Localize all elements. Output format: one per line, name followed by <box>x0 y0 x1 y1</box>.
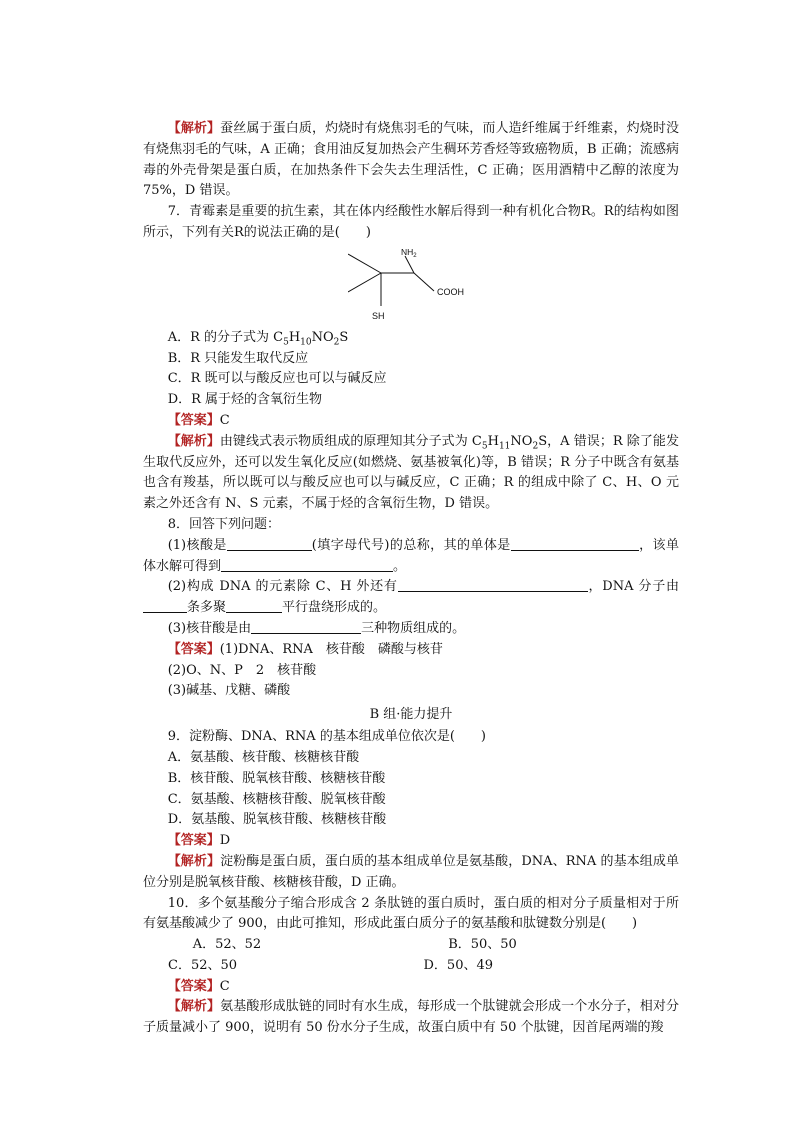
q9-option-a: A．氨基酸、核苷酸、核糖核苷酸 <box>167 749 360 765</box>
blank-field <box>226 598 282 613</box>
answer-tag: 【 答案 】 <box>168 833 220 848</box>
q10-answer: 【 答案 】 C <box>143 977 679 998</box>
q9-answer: 【 答案 】 D <box>143 831 679 852</box>
cooh-label: COOH <box>437 286 464 297</box>
q6-analysis-text: 蚕丝属于蛋白质，灼烧时有烧焦羽毛的气味，而人造纤维属于纤维素，灼烧时没有烧焦羽毛的气味，A 正确；食用油反复加热会产生稠环芳香烃等致癌物质，B 正确；流感病毒的外壳骨架是蛋白质，在加热条件下会失去生理活性，C 正确；医用酒精中乙醇的浓度为75%，D 错误。 <box>143 121 679 199</box>
q9-analysis: 【 解析 】 淀粉酶是蛋白质，蛋白质的基本组成单位是氨基酸，DNA、RNA 的基本组成单位分别是脱氧核苷酸、核糖核苷酸，D 正确。 <box>143 852 679 894</box>
q9-option-d: D．氨基酸、脱氧核苷酸、核糖核苷酸 <box>167 812 387 828</box>
q9-option-c: C．氨基酸、核糖核苷酸、脱氧核苷酸 <box>167 791 386 807</box>
q10-stem: 10．多个氨基酸分子缩合形成含 2 条肽链的蛋白质时，蛋白质的相对分子质量相对于所有氨基酸减少了 900，由此可推知，形成此蛋白质分子的氨基酸和肽键数分别是( ) <box>143 895 679 932</box>
answer-tag: 【 答案 】 <box>168 642 220 657</box>
blank-field <box>143 598 187 613</box>
analysis-tag: 【 解析 】 <box>168 854 220 869</box>
analysis-tag: 【 解析 】 <box>168 121 220 136</box>
blank-field <box>221 557 393 572</box>
q8-part3: (3)核苷酸是由 三种物质组成的。 <box>167 620 466 636</box>
q7-stem: 7．青霉素是重要的抗生素，其在体内经酸性水解后得到一种有机化合物R。R的结构如图所示，下列有关R的说法正确的是( ) <box>143 204 679 240</box>
q9-option-b: B．核苷酸、脱氧核苷酸、核糖核苷酸 <box>167 770 386 786</box>
q7-option-b: B．R 只能发生取代反应 <box>167 350 309 366</box>
skeletal-formula <box>348 246 488 324</box>
q10-option-a: A．52、52 <box>192 937 262 953</box>
blank-field <box>511 536 639 551</box>
q10-option-c: C．52、50 <box>168 957 238 973</box>
blank-field <box>398 577 588 592</box>
answer-tag: 【 答案 】 <box>168 413 220 428</box>
section-title: B 组·能力提升 <box>369 707 453 723</box>
q8-answer: 【 答案 】 (1)DNA、RNA 核苷酸 磷酸与核苷 <box>143 640 679 661</box>
methyl-bond-2 <box>348 273 381 292</box>
q10-analysis: 【 解析 】 氨基酸形成肽链的同时有水生成，每形成一个肽键就会形成一个水分子，相对分子质量减小了 900，说明有 50 份水分子生成，故蛋白质中有 50 个肽键，因首尾两端的羧 <box>143 997 679 1039</box>
q9-stem: 9．淀粉酶、DNA、RNA 的基本组成单位依次是( ) <box>167 729 486 745</box>
document-body <box>143 119 679 1039</box>
q7-structure-figure <box>348 246 679 324</box>
q7-analysis: 【 解析 】 由键线式表示物质组成的原理知其分子式为 $C_5H_{11}NO_2S$，A 错误；R 除了能发生取代反应外，还可以发生氧化反应(如燃烧、氨基被氧化)等，B 错误；R 分子中既含有氨基也含有羧基，所以既可以与酸反应也可以与碱反应，C 正确；R 的组成中除了 C、H、O 元素之外还含有 N、S 元素，不属于烃的含氧衍生物，D 错误。 <box>143 432 679 515</box>
blank-field <box>227 536 312 551</box>
sh-label: SH <box>372 310 385 321</box>
answer-tag: 【 答案 】 <box>168 979 220 994</box>
blank-field <box>251 619 361 634</box>
q10-options-row-2 <box>143 956 679 977</box>
q10-options-row-1 <box>143 935 679 956</box>
q7-answer <box>143 411 679 432</box>
q8-answer-3: (3)碱基、戊糖、磷酸 <box>167 683 291 699</box>
analysis-tag: 【 解析 】 <box>168 999 220 1014</box>
q6-analysis <box>143 119 679 202</box>
q7-option-d: D．R 属于烃的含氧衍生物 <box>167 392 323 408</box>
ccooh-bond <box>414 273 434 291</box>
analysis-tag: 【 解析 】 <box>168 434 220 449</box>
q7-option-a: A．R 的分子式为 $C_5H_{10}NO_2S$ <box>167 329 349 348</box>
q10-option-b: B．50、50 <box>448 937 517 953</box>
q8-stem: 8．回答下列问题： <box>167 516 280 532</box>
q7-answer-value: C <box>219 412 230 428</box>
q10-option-d: D．50、49 <box>423 957 494 973</box>
methyl-bond-1 <box>348 254 381 273</box>
q7-option-c: C．R 既可以与酸反应也可以与碱反应 <box>167 371 387 387</box>
nh2-label: $NH_2$ <box>401 246 417 259</box>
q8-part2: (2)构成 DNA 的元素除 C、H 外还有 ，DNA 分子由条多聚 平行盘绕形成的。 <box>143 577 679 619</box>
q8-answer-2: (2)O、N、P 2 核苷酸 <box>167 662 317 678</box>
q8-part1: (1)核酸是 (填字母代号)的总称，其的单体是 ，该单体水解可得到 。 <box>143 537 679 574</box>
